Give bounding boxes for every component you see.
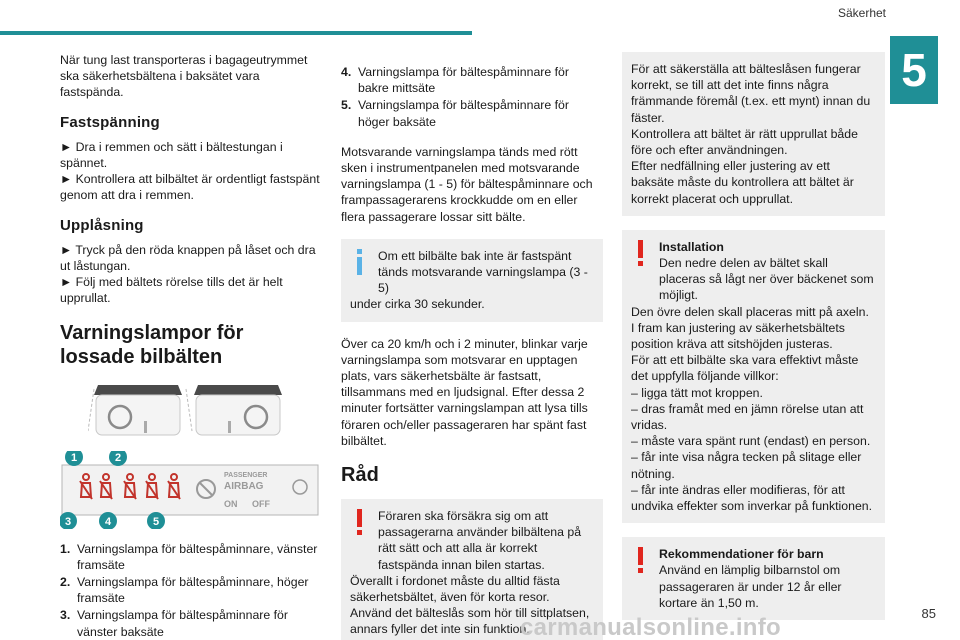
callout-2: 2 [114,451,122,464]
page-number: 85 [921,606,936,621]
seatbelt-panel-icon [60,451,320,529]
warning-text: Föraren ska försäkra sig om att passagerarna använder bilbältena på rätt sätt och att alla är korrekt fastspända innan bilen startas. [378,509,582,572]
lamp-explanation: Motsvarande varningslampa tänds med rött sken i instrumentpanelen med motsvarande varningslampa (1 - 5) för bältespåminnare och frampassagerarens krockkudde om en eller flera passagerare lossar sitt bälte. [341,144,593,224]
info-text-continued: under cirka 30 sekunder. [350,297,485,312]
installation-text: I fram kan justering av säkerhetsbältets position kräva att sitshöjden justeras. [631,320,845,352]
installation-box [622,230,885,523]
callout-3: 3 [64,515,72,528]
list-item: 5. Varningslampa för bältespåminnare för höger baksäte [341,98,569,129]
installation-text: För att ett bilbälte ska vara effektivt måste det uppfylla följande villkor: [631,353,859,384]
panel-passenger-label: PASSENGER [224,471,268,479]
unlocking-step-1: ► Tryck på den röda knappen på låset och dra ut låstungan. [60,242,316,274]
list-item: 3. Varningslampa för bältespåminnare för vänster baksäte [60,608,288,639]
installation-text: Den nedre delen av bältet skall placeras så lågt ner över bäckenet som möjligt. [659,256,874,303]
seatbelt-warning-panel [60,451,320,529]
panel-off-label: OFF [252,498,270,509]
children-text: Använd en lämplig bilbarnstol om passageraren är under 12 år eller kortare än 1,50 m. [659,563,842,610]
list-item: 2. Varningslampa för bältespåminnare, höger framsäte [60,575,309,606]
info-box [341,239,603,322]
info-icon [349,249,371,277]
column-2 [341,52,603,640]
rearview-mirror-icon [88,381,288,439]
callout-5: 5 [152,515,160,528]
children-heading: Rekommendationer för barn [659,547,824,562]
warning-icon [630,547,652,575]
fastening-heading: Fastspänning [60,113,160,131]
fastening-step-1: ► Dra i remmen och sätt i bältestungan i spännet. [60,139,283,171]
buckle-text: Efter nedfällning eller justering av ett baksäte måste du kontrollera att bältet är korrekt placerat och upprullat. [631,159,854,206]
panel-airbag-label: AIRBAG [224,480,264,492]
installation-text: – ligga tätt mot kroppen. [631,385,763,400]
warning-text: Använd det bälteslås som hör till sittplatsen, annars fyller det inte sin funktion. [350,606,590,637]
installation-text: – får inte ändras eller modifieras, för att undvika effekter som inverkar på funktionen. [631,482,873,514]
watermark: carmanualsonline.info [520,614,782,640]
installation-text: – dras framåt med en jämn rörelse utan att vridas. [631,401,864,433]
list-item: 4. Varningslampa för bältespåminnare för bakre mittsäte [341,65,569,96]
section-title: Säkerhet [837,6,886,20]
installation-heading: Installation [659,239,724,254]
info-text: Om ett bilbälte bak inte är fastspänt tänds motsvarande varningslampa (3 - 5) [378,248,588,296]
buckle-text: För att säkerställa att bälteslåsen fungerar korrekt, se till att det inte finns några främmande föremål (t.ex. ett mynt) innan du fäster. [631,62,871,125]
unlocking-heading: Upplåsning [60,216,144,234]
header-rule [0,31,472,35]
advice-heading: Råd [341,464,379,487]
lamp-list [60,541,322,640]
buckle-box [622,52,885,216]
buckle-text: Kontrollera att bältet är rätt upprullat både före och efter användningen. [631,126,858,158]
lamp-list-continued [341,64,603,130]
callout-1: 1 [70,451,78,464]
column-3 [622,52,885,634]
blinking-explanation: Över ca 20 km/h och i 2 minuter, blinkar varje varningslampa som motsvarar en upptagen plats, vars säkerhetsbälte är fastsatt, tillsammans med en ljudsignal. Efter dessa 2 minuter fortsätter varningslampan att lysa tills föraren och/eller passageraren har spänt fast bilbältet. [341,336,588,448]
intro-text: När tung last transporteras i bagageutrymmet ska säkerhetsbältena i baksätet vara fastspända. [60,53,308,100]
warning-text: Överallt i fordonet måste du alltid fästa säkerhetsbältet, även för korta resor. [350,573,560,605]
warning-lamps-heading: Varningslampor för lossade bilbälten [60,321,244,368]
warning-icon [349,509,371,537]
warning-icon [630,240,652,268]
mirror-illustration [88,381,288,439]
chapter-badge: 5 [890,36,938,104]
children-box [622,537,885,620]
panel-on-label: ON [224,498,238,509]
callout-4: 4 [104,515,112,528]
list-item: 1. Varningslampa för bältespåminnare, vänster framsäte [60,541,318,572]
fastening-step-2: ► Kontrollera att bilbältet är ordentligt fastspänt genom att dra i remmen. [60,172,320,203]
installation-text: – får inte visa några tecken på slitage eller nötning. [631,450,862,481]
installation-text: – måste vara spänt runt (endast) en person. [631,434,871,449]
column-1 [60,52,322,640]
installation-text: Den övre delen skall placeras mitt på axeln. [631,304,869,319]
unlocking-step-2: ► Följ med bältets rörelse tills det är helt upprullat. [60,275,283,306]
